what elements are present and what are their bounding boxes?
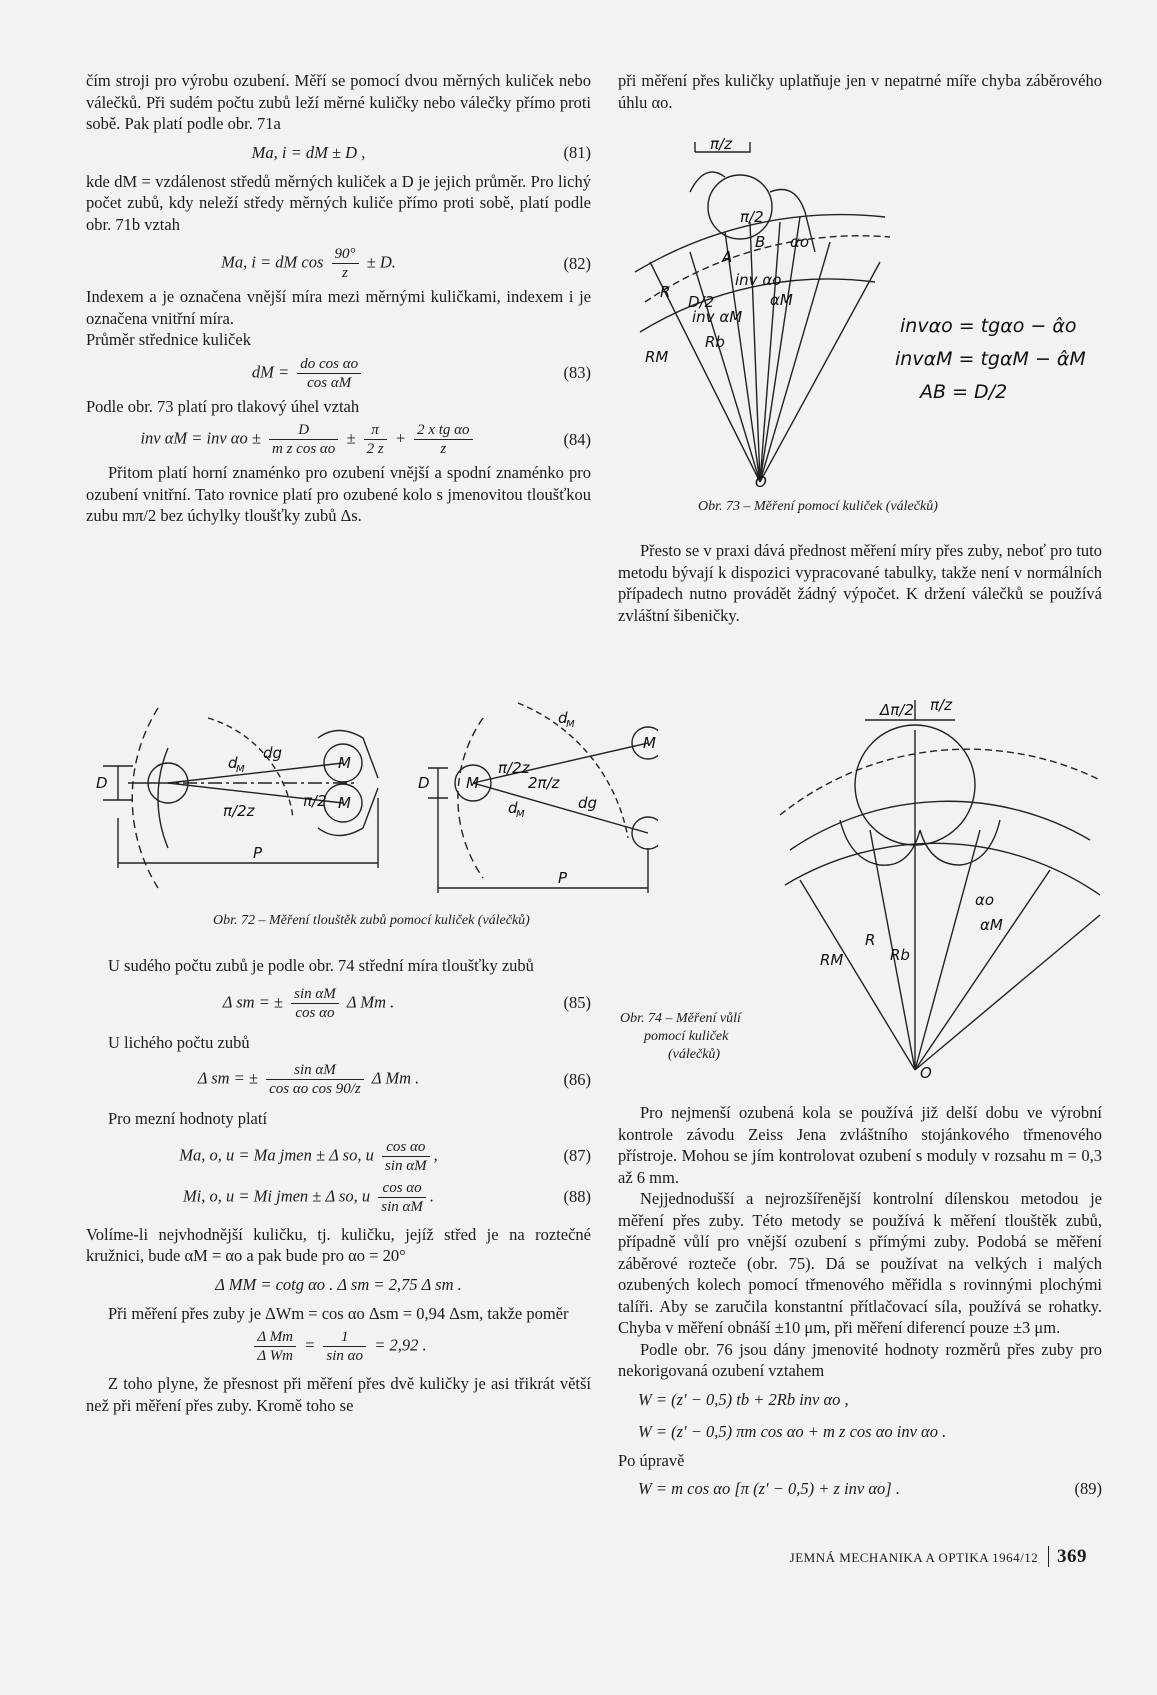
label-P: P	[253, 844, 263, 862]
figure-73-caption: Obr. 73 – Měření pomocí kuliček (válečků)	[698, 499, 938, 514]
equation-85: Δ sm = ± $\frac{\text{sin αM}}{\text{cos αo}}$ Δ Mm . (85)	[222, 985, 591, 1021]
figure-72-drawing	[88, 688, 658, 903]
svg-text:M: M	[236, 764, 245, 775]
label-R: R	[660, 283, 671, 301]
paragraph: Průměr střednice kuliček	[86, 330, 251, 349]
label-A: A	[722, 248, 733, 266]
equation-W2: W = (z′ − 0,5) πm cos αo + m z cos αo inv αo .	[638, 1421, 947, 1441]
label-D: D	[96, 774, 108, 792]
paragraph: U sudého počtu zubů je podle obr. 74 střední míra tloušťky zubů	[108, 956, 534, 975]
paragraph: U lichého počtu zubů	[108, 1032, 250, 1052]
page-footer	[790, 1546, 1087, 1568]
figure-73-drawing	[630, 122, 1110, 492]
label-pi-2: π/2	[740, 208, 764, 226]
equation-delta-MM: Δ MM = cotg αo . Δ sm = 2,75 Δ sm .	[215, 1274, 462, 1294]
label-dg: dg	[578, 794, 598, 812]
paragraph: kde dM = vzdálenost středů měrných kuliček a D je jejich průměr. Pro lichý počet zubů, kdy neleží středy měrných kuliče přímo proti sobě, platí podle obr. 71b vztah	[86, 171, 591, 234]
svg-text:M: M	[516, 809, 525, 820]
figure-72	[88, 688, 658, 903]
paragraph: čím stroji pro výrobu ozubení. Měří se pomocí dvou měrných kuliček nebo válečků. Při sudém počtu zubů leží měrné kuličky nebo válečky přímo proti sobě. Pak platí podle obr. 71a	[86, 71, 591, 133]
label-M: M	[643, 734, 656, 752]
label-alpha-o: αo	[975, 891, 995, 909]
equation-81: Ma, i = dM ± D , (81)	[251, 142, 591, 162]
label-R: R	[865, 931, 876, 949]
label-D-2: D/2	[688, 293, 715, 311]
journal-name: JEMNÁ MECHANIKA A OPTIKA 1964/12	[789, 1550, 1039, 1565]
label-delta-pi-2: Δπ/2	[880, 701, 914, 719]
label-M: M	[338, 754, 351, 772]
label-P: P	[558, 869, 568, 887]
formula-inv-alpha-o: invαo = tgαo − α̂o	[900, 315, 1077, 337]
label-inv-alpha-o: inv αo	[735, 271, 782, 289]
paragraph: Indexem a je označena vnější míra mezi měrnými kuličkami, indexem i je označena vnitřní míra.	[86, 287, 591, 328]
paragraph: Z toho plyne, že přesnost při měření přes dvě kuličky je asi třikrát větší než při měření přes zuby. Kromě toho se	[86, 1374, 591, 1415]
label-pi-z: π/z	[710, 135, 732, 153]
right-column	[618, 70, 1102, 113]
label-pi-z: π/z	[930, 696, 952, 714]
equation-88: Mi, o, u = Mi jmen ± Δ so, u $\frac{\text{cos αo}}{\text{sin αM}}$ . (88)	[182, 1179, 591, 1215]
figure-72-caption: Obr. 72 – Měření tlouštěk zubů pomocí kuliček (válečků)	[213, 913, 530, 928]
label-2pi-z: 2π/z	[528, 774, 560, 792]
paragraph: Pro nejmenší ozubená kola se používá již delší dobu ve výrobní kontrole závodu Zeiss Jena zvláštního stojánkového třmenového přístroje. Mohou se jím kontrolovat ozubení s moduly v rozsahu m = 0,3 až 6 mm.	[618, 1103, 1102, 1187]
label-RM: RM	[645, 348, 669, 366]
equation-82: Ma, i = dM cos $\frac{90^\circ}{z}$ ± D. (82)	[221, 246, 591, 281]
label-alpha-M: αM	[980, 916, 1003, 934]
label-dg: dg	[263, 744, 283, 762]
label-RM: RM	[820, 951, 844, 969]
paragraph: Podle obr. 73 platí pro tlakový úhel vztah	[86, 396, 360, 416]
right-column-lower	[618, 1102, 1102, 1507]
paragraph: Pro mezní hodnoty platí	[108, 1109, 268, 1128]
equation-87: Ma, o, u = Ma jmen ± Δ so, u $\frac{\text{cos αo}}{\text{sin αM}}$ , (87)	[179, 1138, 591, 1174]
label-pi-2z: π/2z	[498, 759, 530, 777]
label-Rb: Rb	[890, 946, 910, 964]
paragraph: Volíme-li nejvhodnější kuličku, tj. kuličku, jejíž střed je na roztečné kružnici, bude αM = αo a pak bude pro αo = 20°	[86, 1224, 591, 1265]
label-pi-2z: π/2z	[223, 802, 255, 820]
figure-74-drawing	[770, 680, 1110, 1085]
label-dM: d	[508, 799, 518, 817]
formula-inv-alpha-M: invαM = tgαM − α̂M	[895, 348, 1086, 370]
paragraph: Přitom platí horní znaménko pro ozubení vnější a spodní znaménko pro ozubení vnitřní. Tato rovnice platí pro ozubené kolo s jmenovitou tloušťkou zubu mπ/2 bez úchylky tloušťky zubů Δs.	[86, 463, 591, 525]
label-alpha-o: αo	[790, 233, 810, 251]
left-column	[86, 70, 591, 527]
figure-74	[770, 680, 1110, 1085]
equation-W1: W = (z′ − 0,5) tb + 2Rb inv αo ,	[638, 1389, 849, 1409]
paragraph: Při měření přes zuby je ΔWm = cos αo Δsm = 0,94 Δsm, takže poměr	[108, 1303, 569, 1323]
equation-ratio: $\frac{\text{Δ Mm}}{\text{Δ Wm}}$ = $\frac{1}{\text{sin αo}}$ = 2,92 .	[86, 1328, 591, 1365]
figure-73	[630, 122, 1110, 492]
label-M: M	[338, 794, 351, 812]
label-M: M	[466, 774, 479, 792]
paragraph: Nejjednodušší a nejrozšířenější kontrolní dílenskou metodou je měření přes zuby. Této metody se používá k měření tlouštěk zubů, případně vůlí pro vnější ozubení s přímými zuby. Podobá se měření záběrové rozteče (obr. 75). Dá se používat na velkých i malých ozubených kolech pomocí třmenového měřidla s rovinnými plochými talíři. Aby se zaručila konstantní přítlačovací síla, používá se rohatky. Chyba v měření obnáší ±10 μm, při měření diferencí pouze ±3 μm.	[618, 1189, 1102, 1337]
label-O: O	[755, 473, 767, 491]
label-inv-alpha-M: inv αM	[692, 308, 743, 326]
label-dM: d	[228, 754, 238, 772]
equation-83: dM = $\frac{\text{do cos αo}}{\text{cos αM}}$ (83)	[251, 355, 591, 391]
left-column-lower	[86, 955, 591, 1416]
label-O: O	[920, 1064, 932, 1082]
right-column-mid	[618, 540, 1102, 626]
page-number: 369	[1048, 1546, 1087, 1567]
equation-89: W = m cos αo [π (z′ − 0,5) + z inv αo] . (89)	[638, 1479, 1102, 1499]
label-alpha-M: αM	[770, 291, 793, 309]
label-pi-2: π/2	[303, 792, 327, 810]
formula-AB: AB = D/2	[920, 381, 1008, 403]
equation-86: Δ sm = ± $\frac{\text{sin αM}}{\text{cos αo cos 90/z}}$ Δ Mm . (86)	[197, 1062, 591, 1097]
equation-84: inv αM = inv αo ± $\frac{D}{\text{m z cos αo}}$ ± $\frac{\pi}{2 z}$ + $\frac{\text{2 x tg αo}}{z}$ (84)	[140, 422, 591, 457]
paragraph: při měření přes kuličky uplatňuje jen v nepatrné míře chyba záběrového úhlu αo.	[618, 71, 1102, 112]
label-B: B	[755, 233, 766, 251]
svg-text:M: M	[566, 719, 575, 730]
label-Rb: Rb	[705, 333, 725, 351]
paragraph: Přesto se v praxi dává přednost měření míry přes zuby, neboť pro tuto metodu bývají k dispozici vypracované tabulky, takže není v normálních případech nutno provádět žádný výpočet. K držení válečků se používá zvláštní šibeničky.	[618, 541, 1102, 625]
paragraph: Po úpravě	[618, 1450, 685, 1470]
label-dM: d	[558, 709, 568, 727]
paragraph: Podle obr. 76 jsou dány jmenovité hodnoty rozměrů přes zuby pro nekorigovaná ozubení vztahem	[618, 1339, 1102, 1380]
label-D: D	[418, 774, 430, 792]
figure-74-caption: Obr. 74 – Měření vůlí pomocí kuliček (válečků)	[620, 1011, 741, 1062]
